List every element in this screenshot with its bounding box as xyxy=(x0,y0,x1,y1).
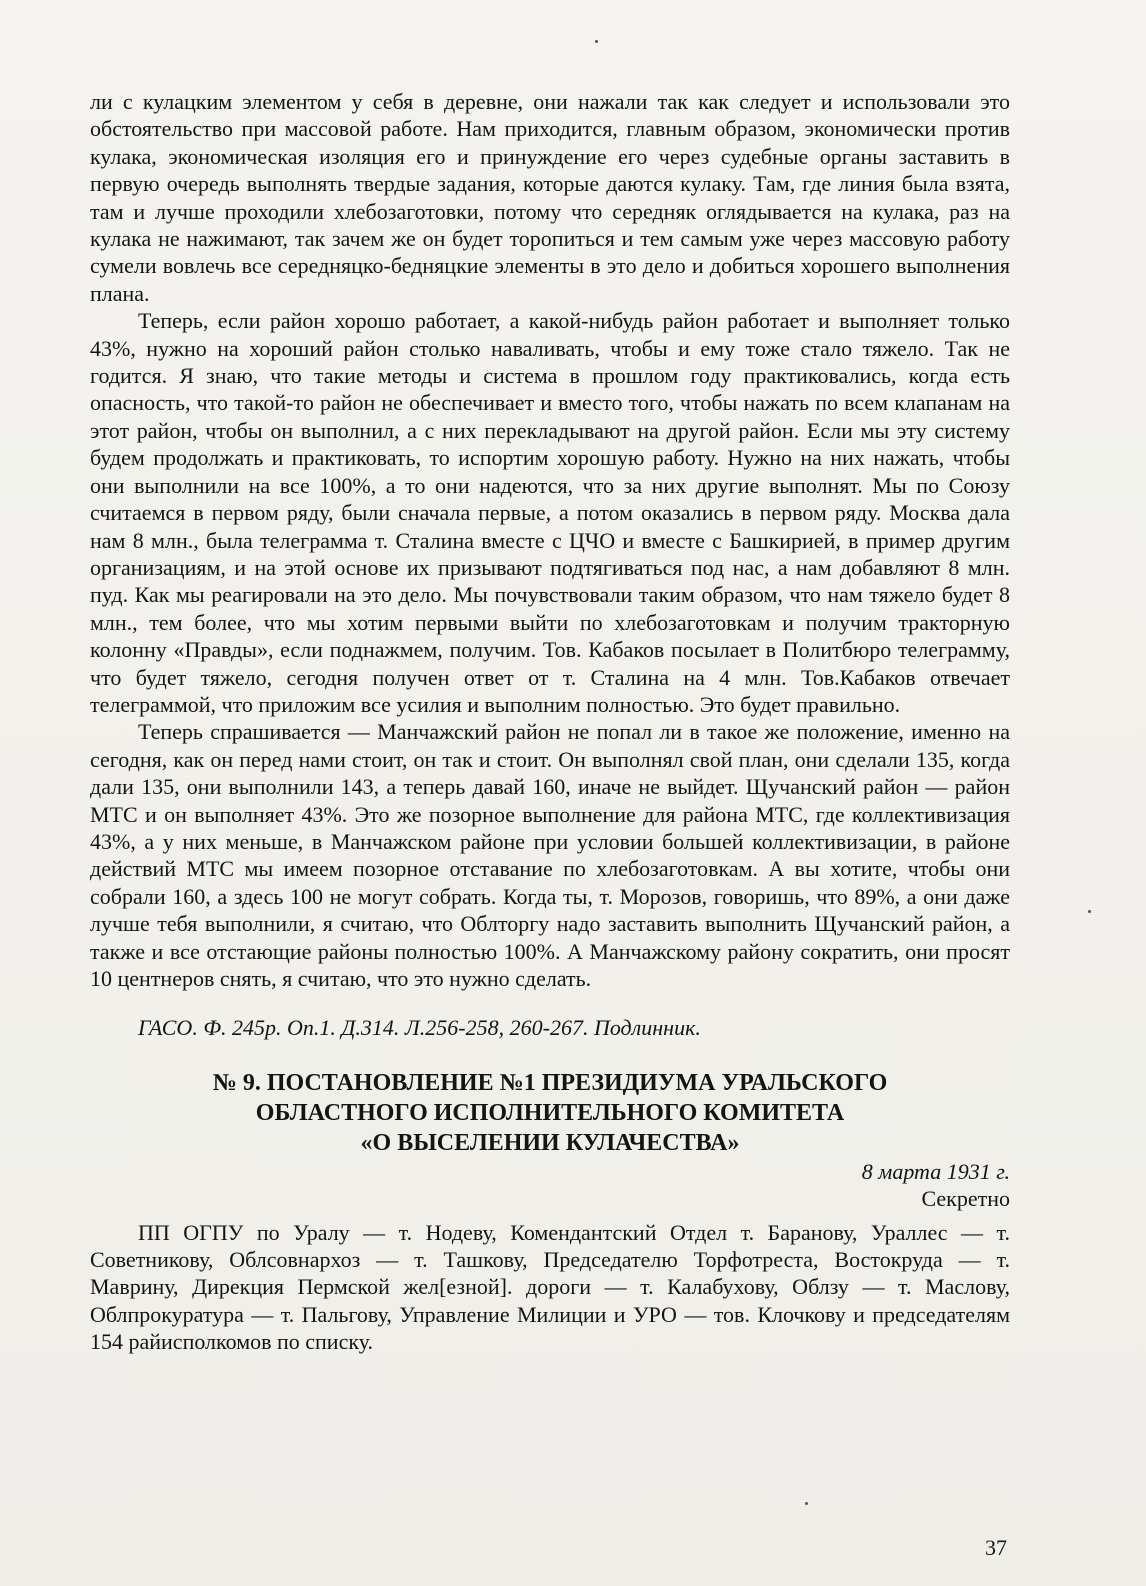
document-title-line-1: № 9. ПОСТАНОВЛЕНИЕ №1 ПРЕЗИДИУМА УРАЛЬСКОГО xyxy=(212,1069,888,1096)
paragraph-continuation: ли с кулацким элементом у себя в деревне, они нажали так как следует и использовали это обстоятельство при массовой работе. Нам приходится, главным образом, экономически против кулака, экономическая изоляция его и принуждение его через судебные органы заставить в первую очередь выполнять твердые задания, которые даются кулаку. Там, где линия была взята, там и лучше проходили хлебозаготовки, потому что середняк оглядывается на кулака, раз на кулака не нажимают, так зачем же он будет торопиться и тем самым уже через массовую работу сумели вовлечь все середняцко-бедняцкие элементы в это дело и добиться хорошего выполнения плана. xyxy=(90,89,1010,306)
paragraph: Теперь, если район хорошо работает, а какой-нибудь район работает и выполняет только 43%, нужно на хороший район столько наваливать, чтобы и ему тоже стало тяжело. Так не годится. Я знаю, что такие методы и система в прошлом году практиковались, когда есть опасность, что такой-то район не обеспечивает и вместо того, чтобы нажать по всем клапанам на этот район, чтобы он выполнил, а с них перекладывают на другой район. Если мы эту систему будем продолжать и практиковать, то испортим хорошую работу. Нужно на них нажать, чтобы они выполнили на все 100%, а то они надеются, что за них другие выполнят. Мы по Союзу считаемся в первом ряду, были сначала первые, а потом оказались в первом ряду. Москва дала нам 8 млн., была телеграмма т. Сталина вместе с ЦЧО и вместе с Башкирией, в пример другим организациям, и на этой основе их призывают подтягиваться под нас, а нам добавляют 8 млн. пуд. Как мы реагировали на это дело. Мы почувствовали таким образом, что нам тяжело будет 8 млн., тем более, что мы хотим первыми выйти по хлебозаготовкам и получим тракторную колонну «Правды», если поднажмем, получим. Тов. Кабаков посылает в Политбюро телеграмму, что будет тяжело, сегодня получен ответ от т. Сталина на 4 млн. Тов.Кабаков отвечает телеграммой, что приложим все усилия и выполним полностью. Это будет правильно. xyxy=(90,308,1010,717)
scan-speck xyxy=(1088,910,1091,913)
document-title-line-2: ОБЛАСТНОГО ИСПОЛНИТЕЛЬНОГО КОМИТЕТА xyxy=(255,1099,845,1126)
scan-speck xyxy=(595,40,598,43)
page-number: 37 xyxy=(985,1535,1007,1560)
archive-reference: ГАСО. Ф. 245р. Оп.1. Д.314. Л.256-258, 260-267. Подлинник. xyxy=(138,1015,701,1041)
recipients-list: ПП ОГПУ по Уралу — т. Нодеву, Комендантский Отдел т. Баранову, Ураллес — т. Советникову, Облсовнархоз — т. Ташкову, Председателю Торфотреста, Востокруда — т. Маврину, Дирекция Пермской жел[езной]. дороги — т. Калабухову, Облзу — т. Маслову, Облпрокуратура — т. Пальгову, Управление Милиции и УРО — тов. Клочкову и председателям 154 райисполкомов по списку. xyxy=(90,1219,1010,1355)
classification-label: Секретно xyxy=(921,1186,1010,1212)
document-title-line-3: «О ВЫСЕЛЕНИИ КУЛАЧЕСТВА» xyxy=(360,1129,740,1156)
document-date: 8 марта 1931 г. xyxy=(861,1158,1010,1184)
page-content xyxy=(90,88,1010,1356)
scan-speck xyxy=(805,1502,808,1505)
document-title xyxy=(90,1068,1010,1158)
paragraph: Теперь спрашивается — Манчажский район не попал ли в такое же положение, именно на сегодня, как он перед нами стоит, он так и стоит. Он выполнял свой план, они сделали 135, когда дали 135, они выполнили 143, а теперь давай 160, иначе не выйдет. Щучанский район — район МТС и он выполняет 43%. Это же позорное выполнение для района МТС, где коллективизация 43%, а у них меньше, в Манчажском районе при условии большей коллективизации, в районе действий МТС мы имеем позорное отставание по хлебозаготовкам. А вы хотите, чтобы они собрали 160, а здесь 100 не могут собрать. Когда ты, т. Морозов, говоришь, что 89%, а они даже лучше тебя выполнили, я считаю, что Облторгу надо заставить выполнить Щучанский район, а также и все отстающие районы полностью 100%. А Манчажскому району сократить, они просят 10 центнеров снять, я считаю, что это нужно сделать. xyxy=(90,719,1010,991)
